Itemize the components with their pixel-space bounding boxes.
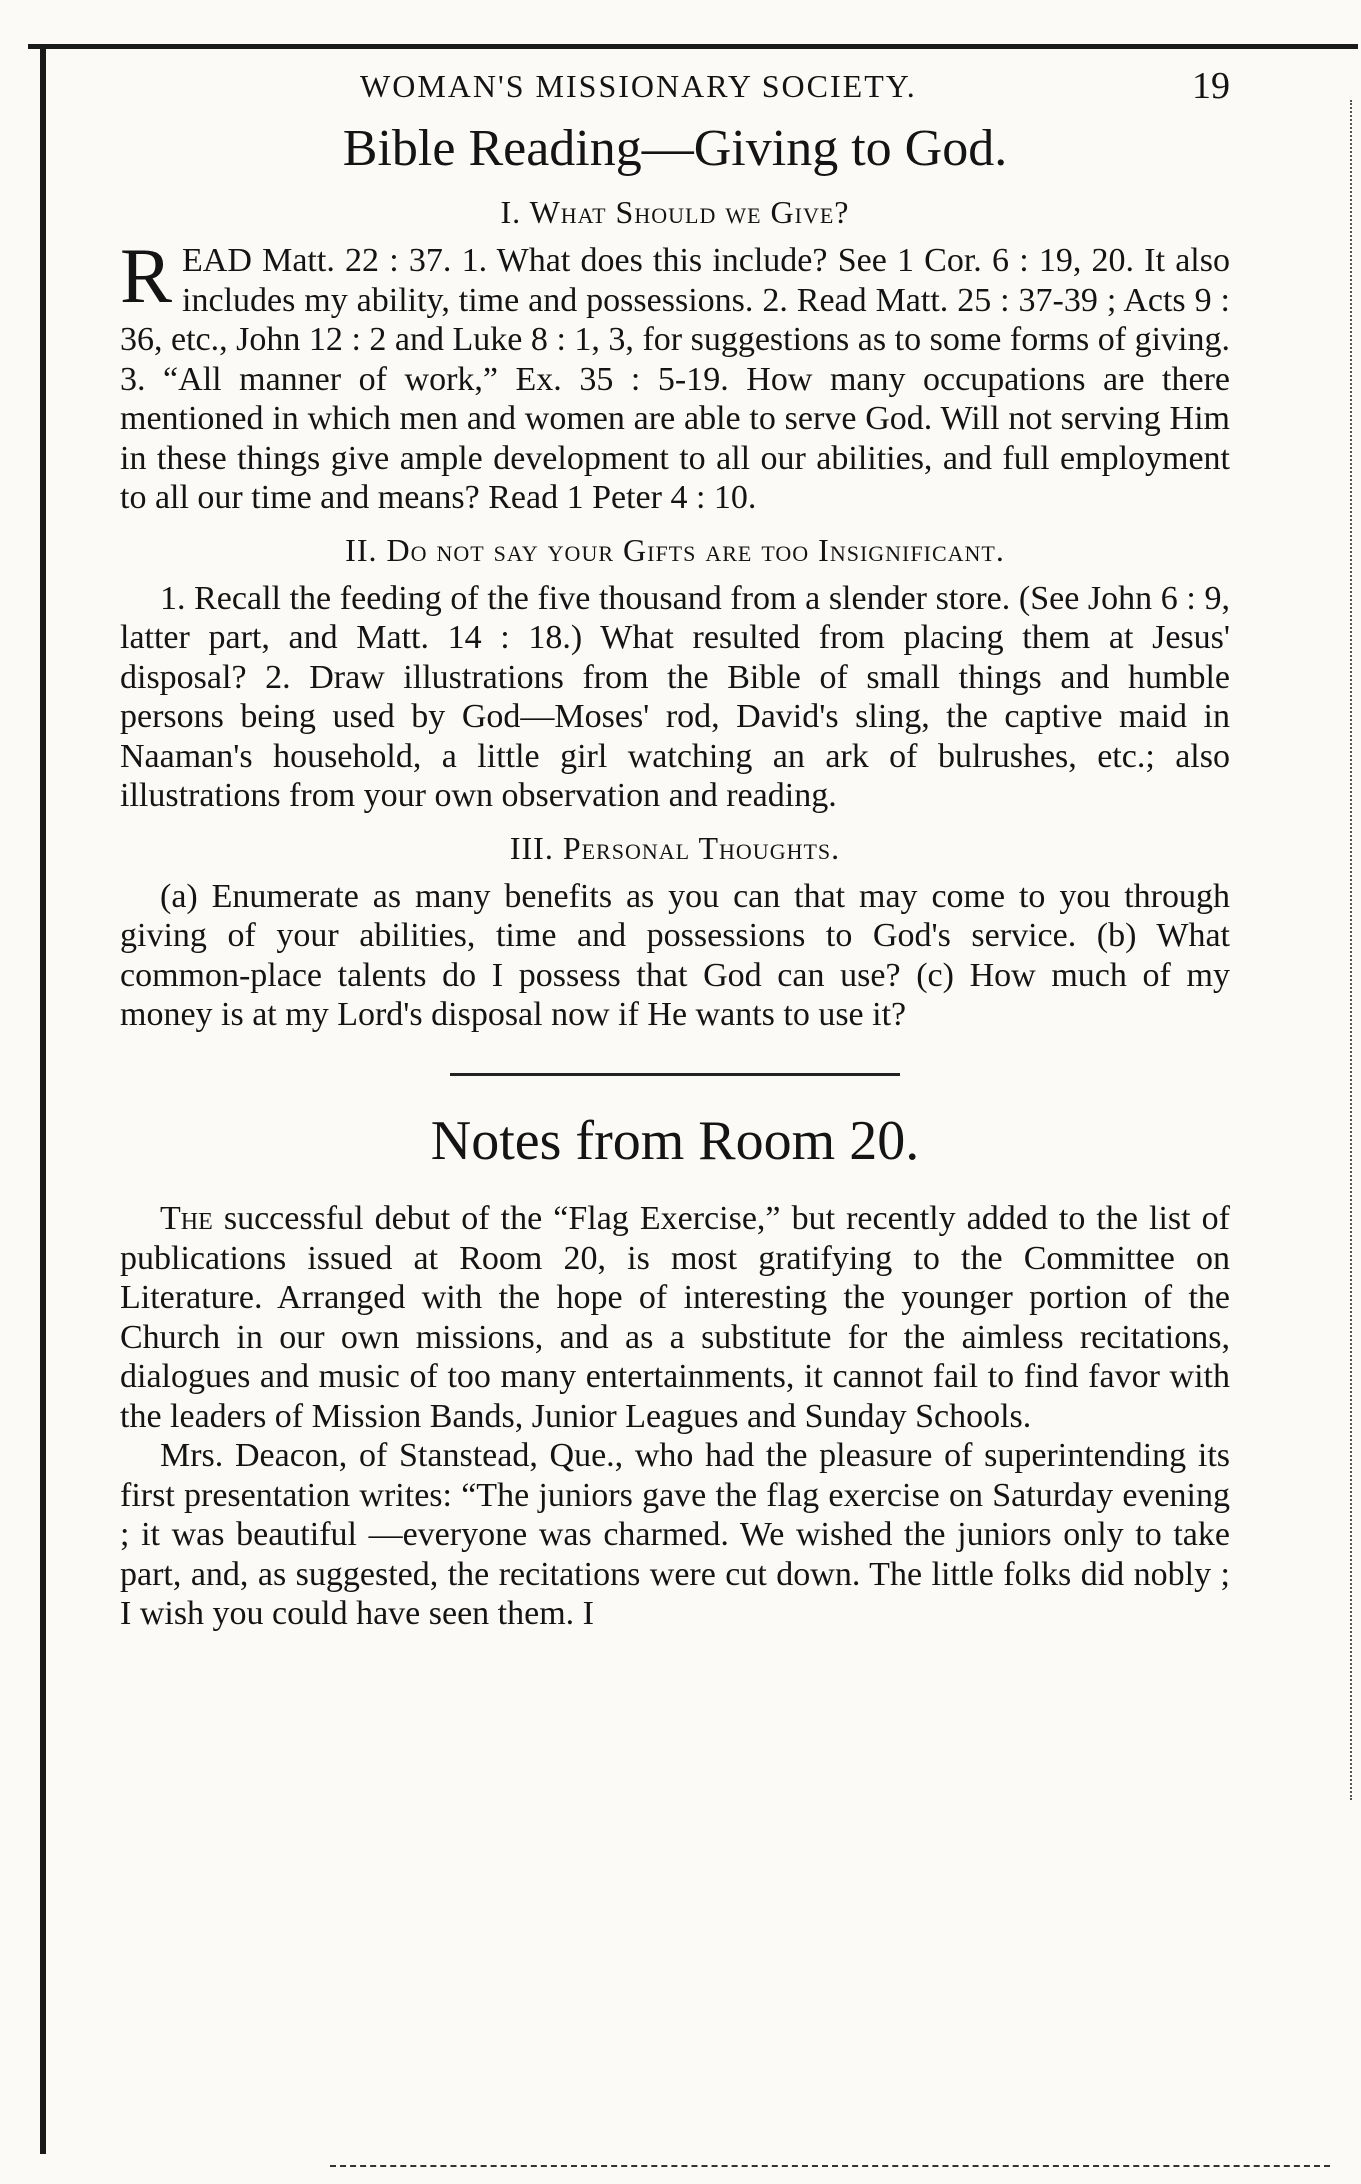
page-border-left xyxy=(40,44,46,2154)
notes-title: Notes from Room 20. xyxy=(430,1109,920,1172)
section1-text: EAD Matt. 22 : 37. 1. What does this include? See 1 Cor. 6 : 19, 20. It also includes my ability, time and possessions. 2. Read Matt. 25 : 37-39 ; Acts 9 : 36, etc., John 12 : 2 and Luke 8 : 1, 3, for suggestions as to some forms of giving. 3. “All manner of work,” Ex. 35 : 5-19. How many occupations are there mentioned in which men and women are able to serve God. Will not serving Him in these things give ample development to all our abilities, and full employment to all our time and means? Read 1 Peter 4 : 10. xyxy=(120,242,1230,517)
page-content xyxy=(120,58,1230,1634)
page-number: 19 xyxy=(1192,65,1230,107)
section2-paragraph: 1. Recall the feeding of the five thousand from a slender store. (See John 6 : 9, latter part, and Matt. 14 : 18.) What resulted from placing them at Jesus' disposal? 2. Draw illustrations from the Bible of small things and humble persons being used by God—Moses' rod, David's sling, the captive maid in Naaman's household, a little girl watching an ark of bulrushes, etc.; also illustrations from your own observation and reading. xyxy=(120,579,1230,815)
section2-heading: II. Do not say your Gifts are too Insignificant. xyxy=(345,531,1005,568)
notes-lead-word: The xyxy=(160,1200,213,1238)
section3-heading: III. Personal Thoughts. xyxy=(509,829,841,866)
drop-cap: R xyxy=(120,232,173,320)
section-divider xyxy=(450,1073,900,1076)
section3-paragraph: (a) Enumerate as many benefits as you can that may come to you through giving of your abilities, time and possessions to God's service. (b) What common-place talents do I possess that God can use? (c) How much of my money is at my Lord's disposal now if He wants to use it? xyxy=(120,877,1230,1034)
page-border-right xyxy=(1350,100,1354,1800)
running-title: WOMAN'S MISSIONARY SOCIETY. xyxy=(360,68,917,104)
page-border-top xyxy=(28,44,1358,49)
section1-paragraph xyxy=(120,232,1230,518)
section1-heading: I. What Should we Give? xyxy=(500,194,850,231)
page-border-bottom xyxy=(330,2165,1330,2169)
notes-paragraph-1 xyxy=(120,1199,1230,1436)
bible-reading-title: Bible Reading—Giving to God. xyxy=(342,120,1008,177)
notes-text-1: successful debut of the “Flag Exercise,” but recently added to the list of publications issued at Room 20, is most gratifying to the Committee on Literature. Arranged with the hope of interesting the younger portion of the Church in our own missions, and as a substitute for the aimless recitations, dialogues and music of too many entertainments, it cannot fail to find favor with the leaders of Mission Bands, Junior Leagues and Sunday Schools. xyxy=(120,1200,1231,1435)
running-head xyxy=(120,58,1230,118)
notes-paragraph-2: Mrs. Deacon, of Stanstead, Que., who had the pleasure of superintending its first presentation writes: “The juniors gave the flag exercise on Saturday evening ; it was beautiful —everyone was charmed. We wished the juniors only to take part, and, as suggested, the recitations were cut down. The little folks did nobly ; I wish you could have seen them. I xyxy=(120,1437,1230,1633)
